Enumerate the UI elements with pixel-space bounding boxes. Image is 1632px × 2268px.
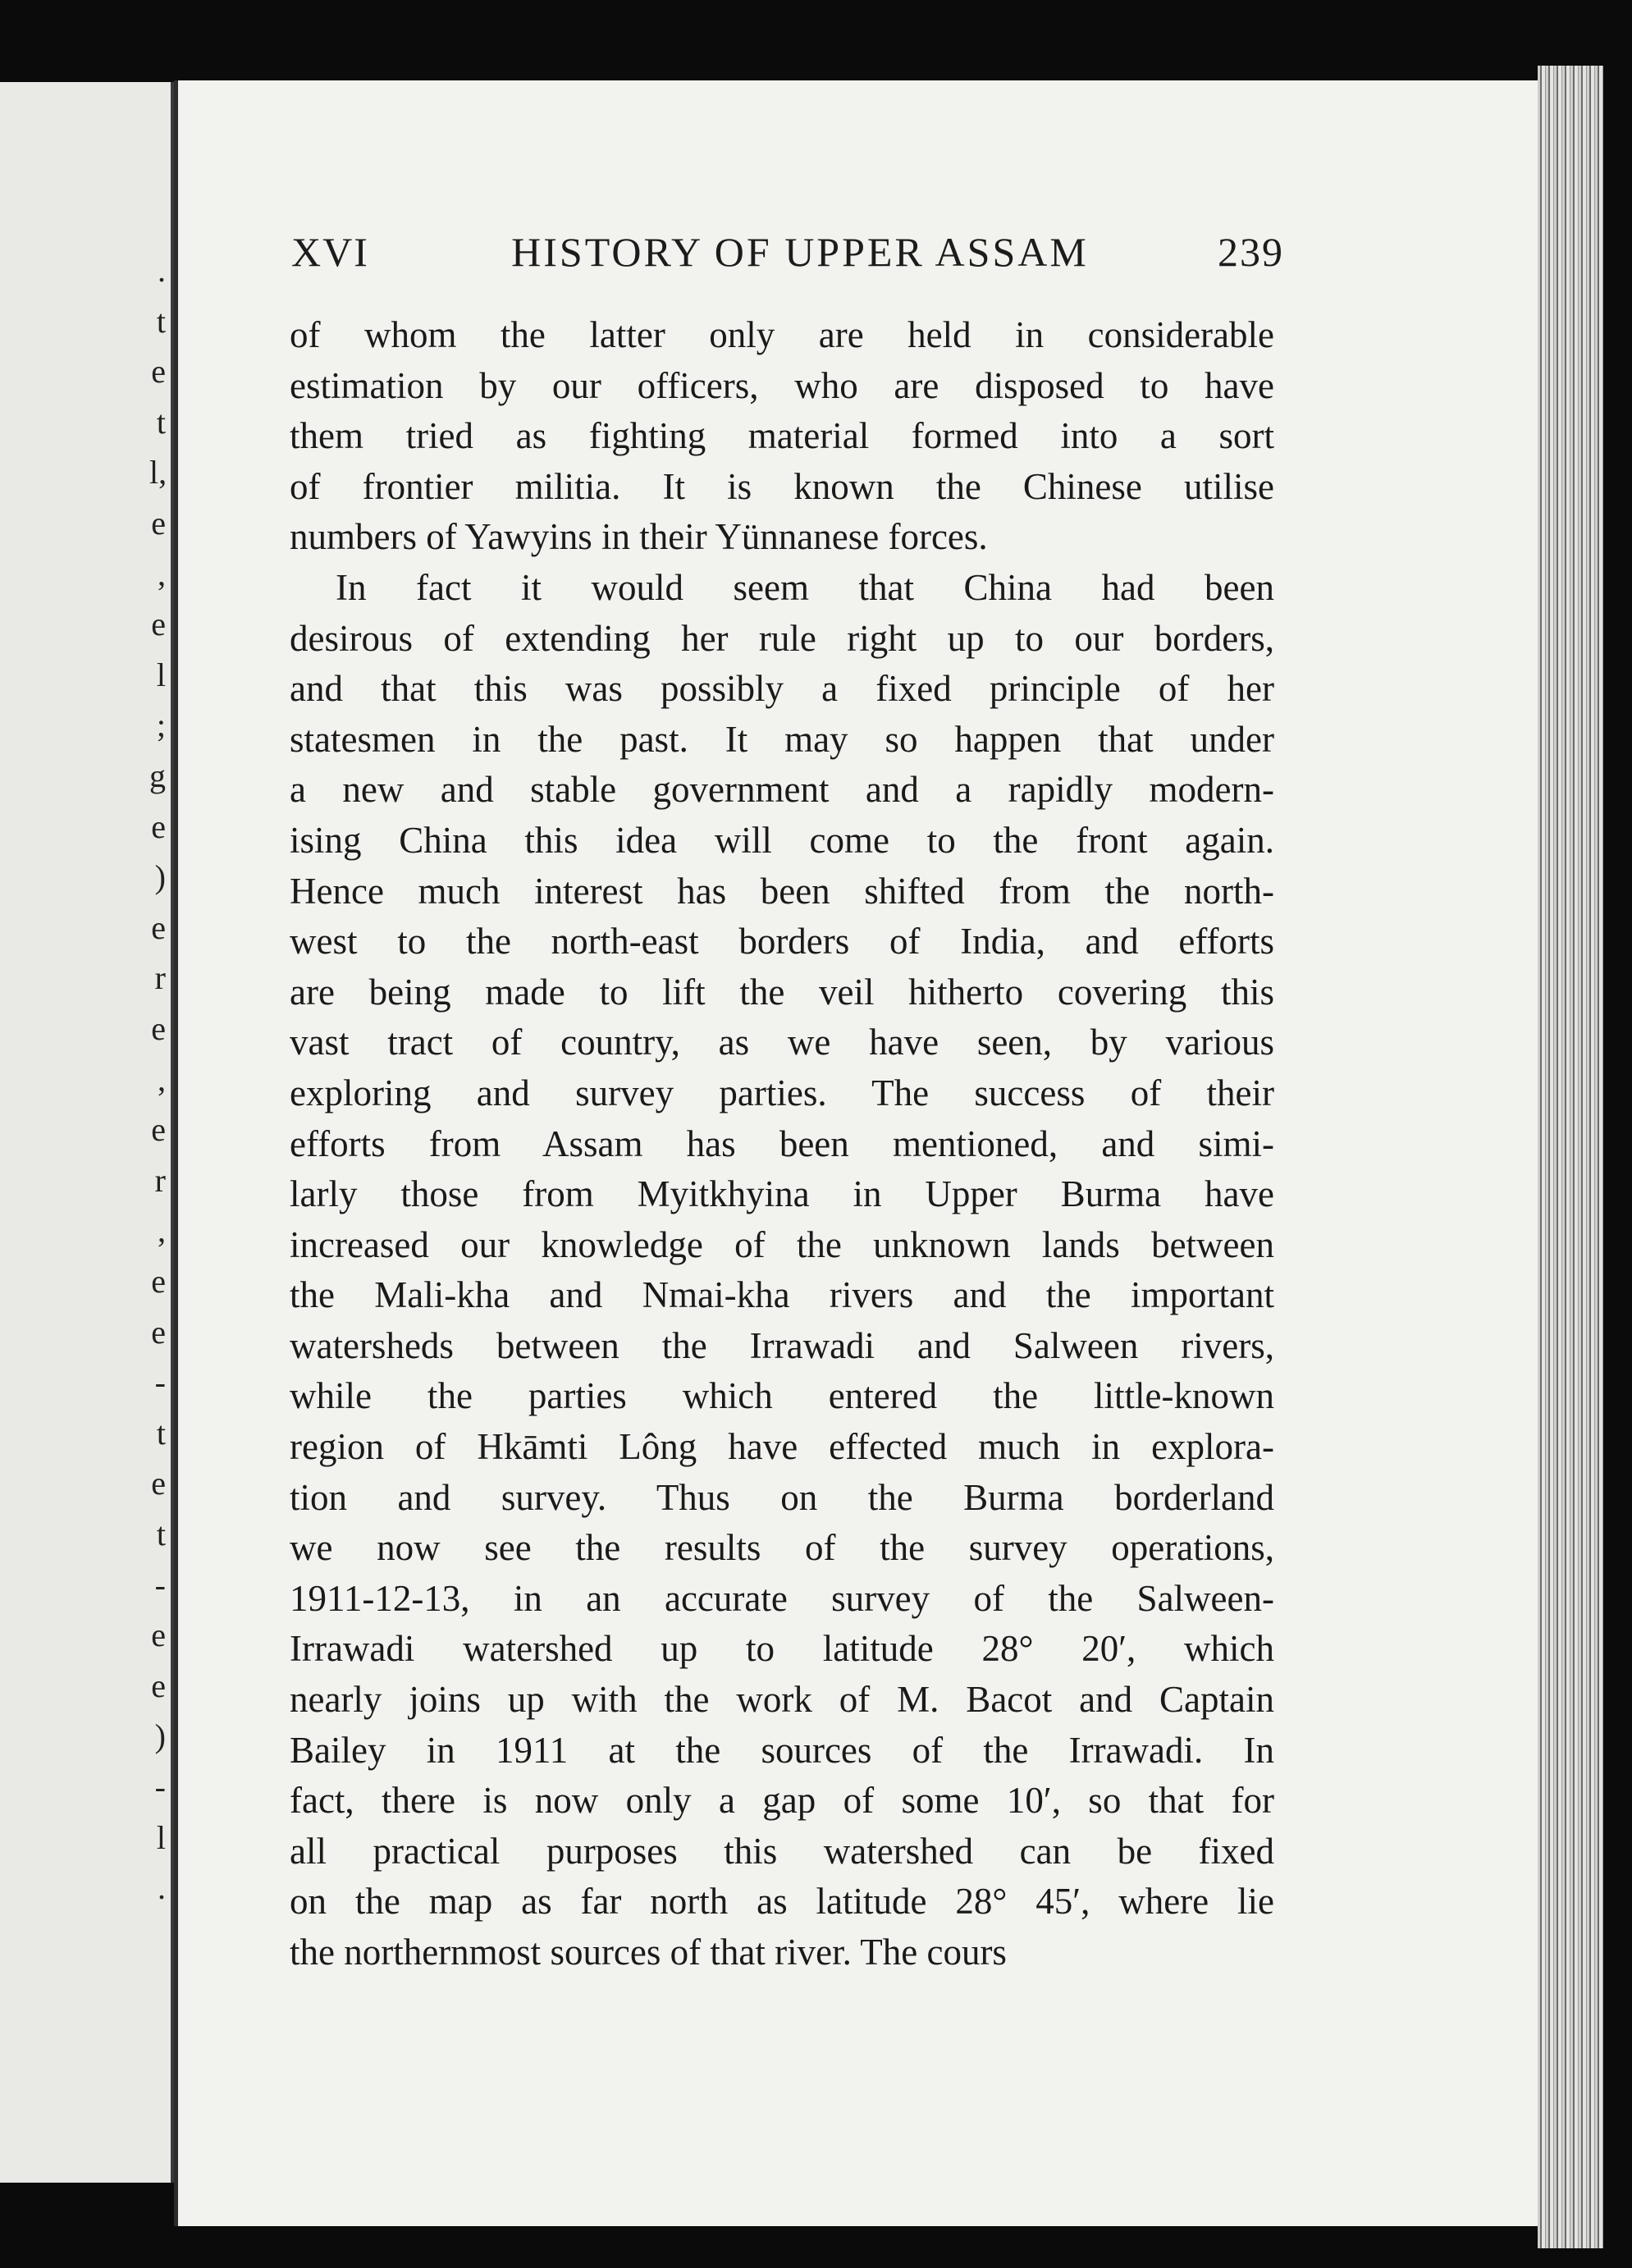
- facing-page-char: -: [154, 1768, 166, 1805]
- facing-page-char: t: [156, 1516, 166, 1552]
- body-text: [290, 310, 1274, 1978]
- facing-page-char: t: [156, 403, 166, 441]
- facing-page-char: ): [154, 1717, 166, 1755]
- text-line: the Mali-kha and Nmai-kha rivers and the important: [290, 1274, 1274, 1316]
- text-line: of whom the latter only are held in considerable: [290, 314, 1274, 355]
- facing-page-char: ,: [158, 555, 166, 592]
- text-line: desirous of extending her rule right up to our borders,: [290, 617, 1274, 659]
- facing-page-char: e: [151, 1263, 166, 1300]
- text-line: ising China this idea will come to the front again.: [290, 819, 1274, 861]
- text-line: watersheds between the Irrawadi and Salween rivers,: [290, 1324, 1274, 1366]
- text-line: are being made to lift the veil hitherto covering this: [290, 971, 1274, 1013]
- text-line: increased our knowledge of the unknown lands between: [290, 1223, 1274, 1265]
- facing-page-char: ,: [158, 1060, 166, 1098]
- facing-page-char: g: [149, 757, 166, 794]
- text-line: vast tract of country, as we have seen, by various: [290, 1022, 1274, 1063]
- facing-page-char: e: [151, 1465, 166, 1502]
- text-line: numbers of Yawyins in their Yünnanese forces.: [290, 516, 988, 558]
- facing-page-char: .: [158, 1869, 166, 1907]
- text-line: statesmen in the past. It may so happen that under: [290, 718, 1274, 760]
- facing-page-char: .: [158, 252, 166, 289]
- facing-page-char: e: [151, 807, 166, 845]
- facing-page-char: ,: [158, 1212, 166, 1250]
- text-line: fact, there is now only a gap of some 10′, so that for: [290, 1780, 1274, 1822]
- facing-page-char: -: [154, 1566, 166, 1603]
- facing-page-char: e: [151, 1313, 166, 1351]
- facing-page-char: r: [154, 1161, 166, 1199]
- text-line: exploring and survey parties. The success of their: [290, 1072, 1274, 1113]
- text-line: and that this was possibly a fixed principle of her: [290, 668, 1274, 710]
- chapter-number: XVI: [291, 229, 369, 275]
- text-line: all practical purposes this watershed can be fixed: [290, 1830, 1274, 1872]
- text-line: larly those from Myitkhyina in Upper Burma have: [290, 1173, 1274, 1215]
- text-line: west to the north-east borders of India, and efforts: [290, 921, 1274, 963]
- text-line: we now see the results of the survey operations,: [290, 1527, 1274, 1569]
- text-line: estimation by our officers, who are disposed to have: [290, 364, 1274, 406]
- facing-page-line-endings: [0, 82, 171, 2183]
- facing-page-char: e: [151, 1010, 166, 1047]
- facing-page-char: e: [151, 353, 166, 391]
- paragraph-first-line: In fact it would seem that China had been: [336, 566, 1274, 608]
- running-head: [291, 223, 1284, 281]
- facing-page-char: e: [151, 1111, 166, 1149]
- text-line: region of Hkāmti Lông have effected much in explora-: [290, 1426, 1274, 1468]
- text-line: nearly joins up with the work of M. Bacot and Captain: [290, 1679, 1274, 1721]
- text-line: the northernmost sources of that river. The cours: [290, 1932, 1007, 1973]
- text-line: Bailey in 1911 at the sources of the Irrawadi. In: [290, 1729, 1274, 1771]
- facing-page-char: t: [156, 302, 166, 340]
- facing-page-char: l: [156, 656, 166, 693]
- text-line: them tried as fighting material formed into a sort: [290, 415, 1274, 457]
- facing-page-char: e: [151, 1616, 166, 1654]
- page-number: 239: [1218, 229, 1284, 275]
- facing-page-char: l,: [149, 454, 167, 492]
- text-line: efforts from Assam has been mentioned, and simi-: [290, 1123, 1274, 1164]
- text-line: 1911-12-13, in an accurate survey of the Salween-: [290, 1577, 1274, 1619]
- facing-page-char: l: [156, 1818, 166, 1856]
- facing-page-char: t: [156, 1414, 166, 1452]
- facing-page-char: e: [151, 505, 166, 542]
- text-line: while the parties which entered the little-known: [290, 1375, 1274, 1417]
- facing-page-char: ;: [156, 706, 166, 744]
- facing-page-edge: [0, 82, 174, 2183]
- facing-page-char: r: [154, 959, 166, 997]
- text-line: Hence much interest has been shifted from the north-: [290, 870, 1274, 912]
- facing-page-char: -: [154, 1364, 166, 1401]
- text-line: Irrawadi watershed up to latitude 28° 20′, which: [290, 1628, 1274, 1670]
- text-line: of frontier militia. It is known the Chinese utilise: [290, 465, 1274, 507]
- page-stack-edges: [1538, 66, 1603, 2248]
- facing-page-char: e: [151, 908, 166, 946]
- facing-page-char: e: [151, 1667, 166, 1704]
- text-line: a new and stable government and a rapidly modern-: [290, 769, 1274, 811]
- text-line: tion and survey. Thus on the Burma borderland: [290, 1476, 1274, 1518]
- facing-page-char: e: [151, 606, 166, 643]
- text-line: on the map as far north as latitude 28° 45′, where lie: [290, 1881, 1274, 1923]
- running-head-title: HISTORY OF UPPER ASSAM: [511, 229, 1089, 275]
- facing-page-char: ): [154, 858, 166, 896]
